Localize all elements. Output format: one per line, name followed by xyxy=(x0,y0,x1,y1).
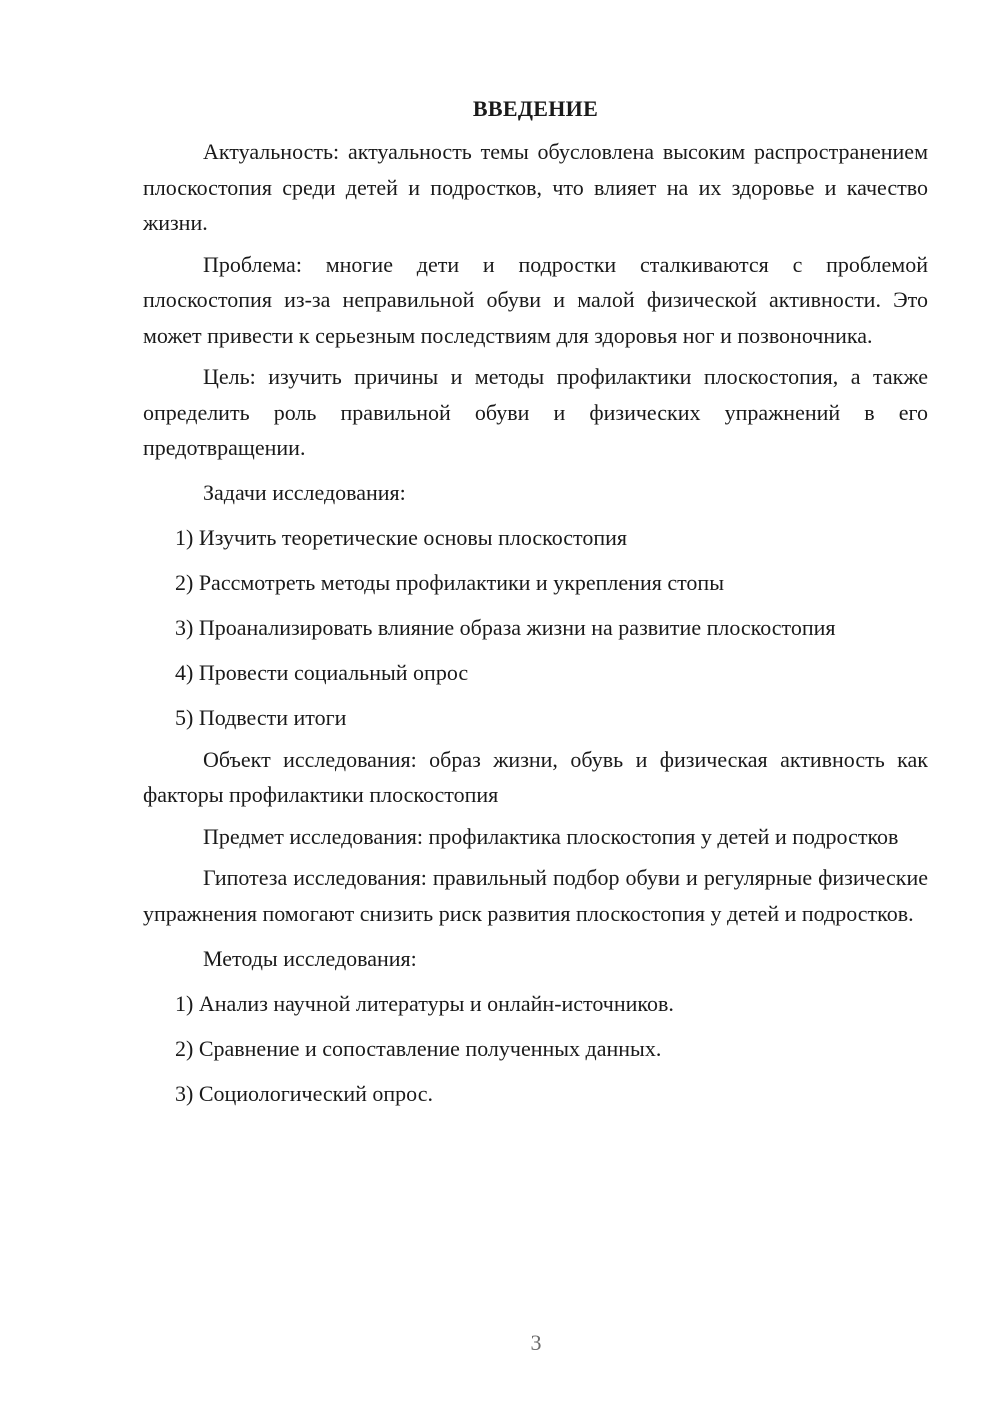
subject-paragraph: Предмет исследования: профилактика плоскостопия у детей и подростков xyxy=(203,823,899,849)
methods-heading: Методы исследования: xyxy=(203,945,417,971)
list-item: 4) Провести социальный опрос xyxy=(175,660,469,685)
tasks-list xyxy=(143,520,928,736)
list-item: 1) Изучить теоретические основы плоскостопия xyxy=(175,525,628,550)
list-item: 2) Сравнение и сопоставление полученных данных. xyxy=(175,1035,662,1061)
list-item: 5) Подвести итоги xyxy=(175,705,347,730)
object-paragraph: Объект исследования: образ жизни, обувь и физическая активность как факторы профилактики плоскостопия xyxy=(143,746,928,807)
goal-paragraph: Цель: изучить причины и методы профилактики плоскостопия, а также определить роль правильной обуви и физических упражнений в его предотвращении. xyxy=(143,364,928,460)
page-title: ВВЕДЕНИЕ xyxy=(472,96,599,121)
page-number: 3 xyxy=(530,1330,542,1355)
list-item: 3) Социологический опрос. xyxy=(175,1080,433,1106)
document-page xyxy=(143,90,928,1111)
list-item: 2) Рассмотреть методы профилактики и укрепления стопы xyxy=(175,570,724,595)
list-item: 1) Анализ научной литературы и онлайн-источников. xyxy=(175,990,674,1016)
hypothesis-paragraph: Гипотеза исследования: правильный подбор обуви и регулярные физические упражнения помогают снизить риск развития плоскостопия у детей и подростков. xyxy=(143,865,928,926)
methods-list xyxy=(143,986,928,1112)
problem-paragraph: Проблема: многие дети и подростки сталкиваются с проблемой плоскостопия из-за неправильной обуви и малой физической активности. Это может привести к серьезным последствиям для здоровья ног и позвоночника. xyxy=(143,251,928,348)
actuality-paragraph: Актуальность: актуальность темы обусловлена высоким распространением плоскостопия среди детей и подростков, что влияет на их здоровье и качество жизни. xyxy=(143,139,928,235)
tasks-heading: Задачи исследования: xyxy=(203,480,406,505)
list-item: 3) Проанализировать влияние образа жизни на развитие плоскостопия xyxy=(175,615,836,640)
